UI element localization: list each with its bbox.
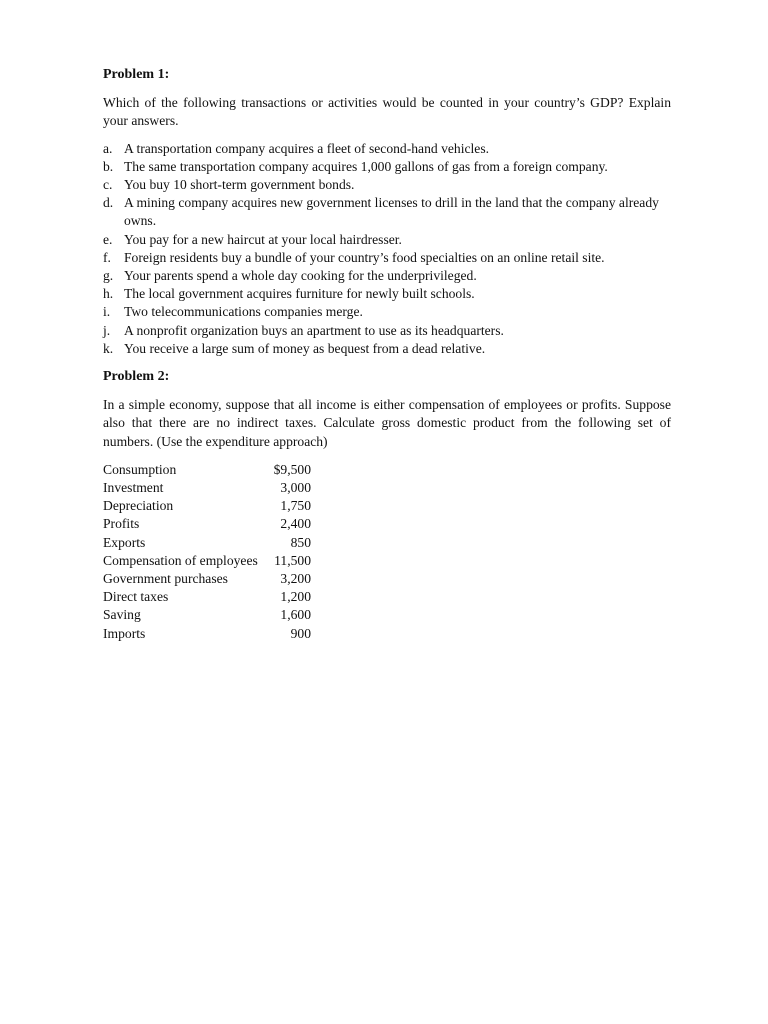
table-label: Imports — [103, 625, 146, 641]
list-marker: k. — [103, 340, 114, 356]
table-label: Profits — [103, 516, 140, 532]
list-item — [103, 158, 671, 176]
table-row — [103, 570, 311, 588]
table-value: 1,200 — [280, 589, 311, 605]
table-label: Government purchases — [103, 571, 228, 587]
list-item-text: You buy 10 short-term government bonds. — [124, 177, 355, 193]
problem-1-list — [103, 140, 671, 358]
document-page — [103, 66, 671, 643]
table-value: 3,000 — [280, 480, 311, 496]
table-value: 900 — [290, 625, 311, 641]
list-item — [103, 249, 671, 267]
list-marker: a. — [103, 140, 113, 156]
table-label: Investment — [103, 480, 164, 496]
list-item — [103, 140, 671, 158]
list-item-text: A mining company acquires new government licenses to drill in the land that the company already owns. — [124, 195, 659, 229]
table-value: 2,400 — [280, 516, 311, 532]
table-value: 850 — [290, 534, 311, 550]
list-marker: d. — [103, 195, 114, 211]
table-row — [103, 534, 311, 552]
table-row — [103, 461, 311, 479]
table-row — [103, 515, 311, 533]
table-row — [103, 497, 311, 515]
table-label: Consumption — [103, 461, 177, 477]
list-item — [103, 340, 671, 358]
table-row — [103, 588, 311, 606]
problem-2-question: In a simple economy, suppose that all income is either compensation of employees or profits. Suppose also that there are no indirect taxes. Calculate gross domestic product from the following set of numbers. (Use the expenditure approach) — [103, 397, 671, 449]
table-value: 3,200 — [280, 571, 311, 587]
table-label: Saving — [103, 607, 141, 623]
list-item-text: Two telecommunications companies merge. — [124, 304, 363, 320]
list-marker: j. — [103, 322, 111, 338]
table-value: $9,500 — [273, 461, 311, 477]
list-marker: e. — [103, 231, 113, 247]
list-marker: f. — [103, 249, 111, 265]
table-label: Exports — [103, 534, 146, 550]
problem-1-section — [103, 66, 671, 358]
table-label: Direct taxes — [103, 589, 169, 605]
list-item-text: Your parents spend a whole day cooking for the underprivileged. — [124, 268, 477, 284]
problem-1-question: Which of the following transactions or activities would be counted in your country’s GDP? Explain your answers. — [103, 95, 671, 129]
list-item-text: The local government acquires furniture for newly built schools. — [124, 286, 475, 302]
list-item — [103, 322, 671, 340]
table-value: 11,500 — [274, 552, 311, 568]
list-item — [103, 285, 671, 303]
list-item — [103, 303, 671, 321]
data-table — [103, 461, 311, 643]
list-item-text: You receive a large sum of money as bequest from a dead relative. — [124, 340, 486, 356]
problem-2-section — [103, 368, 671, 643]
list-marker: i. — [103, 304, 111, 320]
problem-1-heading: Problem 1: — [103, 67, 170, 82]
list-item — [103, 267, 671, 285]
table-row — [103, 606, 311, 624]
list-item-text: Foreign residents buy a bundle of your country’s food specialties on an online retail site. — [124, 249, 605, 265]
list-item-text: The same transportation company acquires 1,000 gallons of gas from a foreign company. — [124, 158, 608, 174]
list-item — [103, 194, 671, 230]
table-value: 1,750 — [280, 498, 311, 514]
list-marker: g. — [103, 268, 114, 284]
list-marker: h. — [103, 286, 114, 302]
list-marker: b. — [103, 158, 114, 174]
list-item — [103, 176, 671, 194]
table-value: 1,600 — [280, 607, 311, 623]
list-item-text: You pay for a new haircut at your local hairdresser. — [124, 231, 402, 247]
table-row — [103, 479, 311, 497]
table-label: Compensation of employees — [103, 552, 258, 568]
list-marker: c. — [103, 177, 113, 193]
list-item-text: A nonprofit organization buys an apartment to use as its headquarters. — [124, 322, 504, 338]
table-label: Depreciation — [103, 498, 174, 514]
list-item-text: A transportation company acquires a fleet of second-hand vehicles. — [124, 140, 490, 156]
problem-2-heading: Problem 2: — [103, 369, 170, 385]
table-row — [103, 552, 311, 570]
table-row — [103, 625, 311, 643]
list-item — [103, 231, 671, 249]
